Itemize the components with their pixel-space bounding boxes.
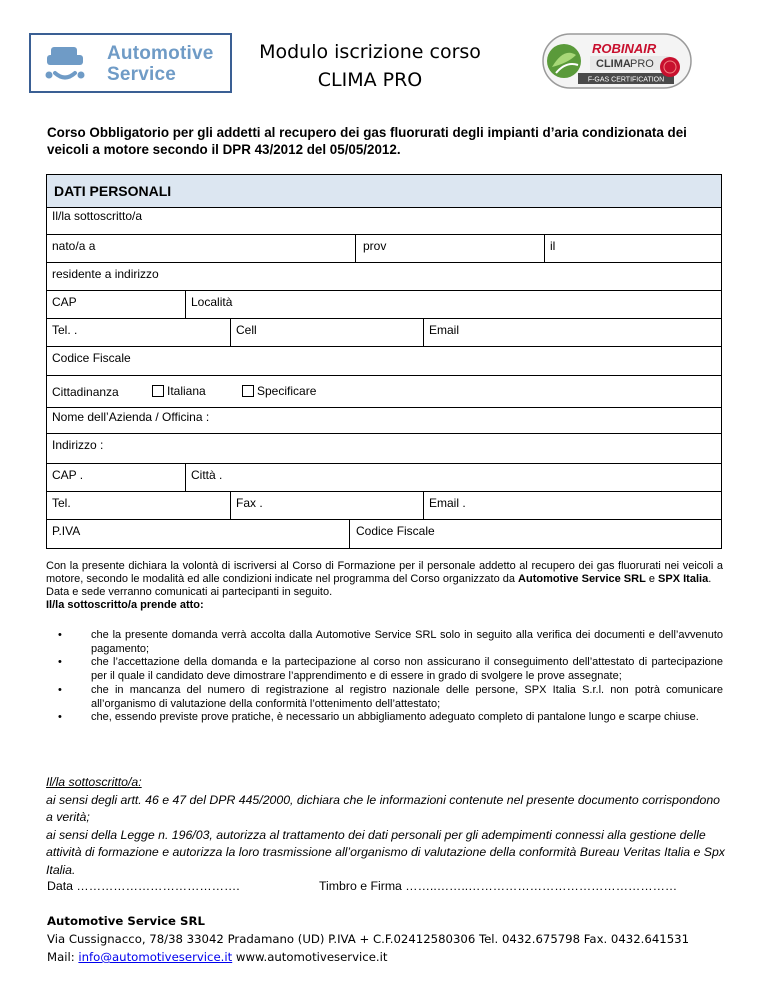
- footer-mail-label: Mail:: [47, 950, 79, 964]
- footer-contacts: [47, 948, 747, 966]
- label-tel: Tel. .: [52, 323, 78, 337]
- bullet-icon: •: [58, 683, 62, 696]
- declaration-acknowledge: [46, 599, 723, 612]
- company-footer: [47, 912, 747, 966]
- bullet-icon: •: [58, 711, 62, 724]
- declaration-text-e: .: [708, 573, 712, 585]
- row-indirizzo[interactable]: [47, 434, 721, 464]
- legal-line1: ai sensi degli artt. 46 e 47 del DPR 445/2000, dichiara che le informazioni contenute nel presente documento corrispondono a verità;: [46, 792, 721, 824]
- label-cittadinanza: Cittadinanza: [52, 385, 119, 399]
- row-azienda[interactable]: [47, 408, 721, 434]
- row-sottoscritto[interactable]: [47, 208, 721, 235]
- title-line2: CLIMA PRO: [317, 69, 423, 91]
- label-sottoscritto: Il/la sottoscritto/a: [52, 209, 143, 223]
- bullet-icon: •: [58, 629, 62, 641]
- label-codice-fiscale2: Codice Fiscale: [349, 520, 721, 548]
- label-email2: Email .: [423, 492, 721, 519]
- product-text-b: PRO: [630, 58, 654, 70]
- document-title: [240, 38, 500, 94]
- footer-company: Automotive Service SRL: [47, 914, 205, 928]
- label-tel2: Tel.: [52, 496, 71, 510]
- legal-statement: [46, 774, 726, 879]
- list-item: [46, 656, 723, 683]
- list-item: [46, 684, 723, 711]
- option-specificare[interactable]: [237, 376, 377, 407]
- label-residente: residente a indirizzo: [52, 267, 159, 281]
- declaration-company: Automotive Service SRL: [518, 573, 646, 585]
- declaration-paragraph: [46, 560, 723, 586]
- bullet-icon: •: [58, 656, 62, 669]
- robinair-climapro-logo: [542, 33, 692, 89]
- list-item-text: che la presente domanda verrà accolta dalla Automotive Service SRL solo in seguito alla verifica dei documenti e dell’avvenuto pagamento;: [91, 629, 723, 655]
- row-tel-fax[interactable]: [47, 492, 721, 520]
- declaration-text-a: Con la presente dichiara la volontà di iscriversi al Corso di Formazione per il personale addetto al recupero dei gas fluorurati nei veicoli a motore, secondo le modalità ed alle condizioni indicate nel programma del Corso organizzato da: [46, 560, 723, 585]
- declaration-text-c: e: [645, 573, 659, 585]
- declaration-text: [46, 560, 723, 612]
- row-cittadinanza: [47, 376, 721, 408]
- declaration-date-note: Data e sede verranno comunicati ai partecipanti in seguito.: [46, 586, 333, 598]
- course-intro: Corso Obbligatorio per gli addetti al recupero dei gas fluorurati degli impianti d’aria condizionata dei veicoli a motore secondo il DPR 43/2012 del 05/05/2012.: [47, 125, 687, 157]
- footer-website[interactable]: www.automotiveservice.it: [235, 950, 388, 964]
- label-prov: prov: [355, 235, 544, 262]
- label-codice-fiscale: Codice Fiscale: [52, 351, 131, 365]
- label-email: Email: [423, 319, 721, 346]
- footer-email-link[interactable]: info@automotiveservice.it: [78, 950, 233, 964]
- footer-address: Via Cussignacco, 78/38 33042 Pradamano (UD) P.IVA + C.F.02412580306 Tel. 0432.675798 Fax. 0432.641531: [47, 932, 690, 946]
- car-face-icon: [45, 45, 85, 83]
- row-codice-fiscale[interactable]: [47, 347, 721, 376]
- label-il: il: [544, 235, 721, 262]
- acknowledgement-list: [46, 629, 723, 725]
- checkbox-specificare[interactable]: [242, 385, 254, 397]
- checkbox-italiana[interactable]: [152, 385, 164, 397]
- personal-data-form: [46, 174, 722, 549]
- row-cap-citta[interactable]: [47, 464, 721, 492]
- label-localita: Località: [185, 291, 721, 318]
- row-tel[interactable]: [47, 319, 721, 347]
- brand-text: ROBINAIR: [592, 41, 657, 56]
- option-italiana[interactable]: [147, 376, 237, 407]
- legal-heading: Il/la sottoscritto/a:: [46, 775, 142, 789]
- list-item: [46, 629, 723, 656]
- form-heading: DATI PERSONALI: [47, 175, 721, 208]
- label-cap: CAP: [52, 295, 77, 309]
- row-piva[interactable]: [47, 520, 721, 548]
- logo-text-line1: Automotive: [107, 43, 214, 64]
- label-nato: nato/a a: [52, 239, 96, 253]
- label-piva: P.IVA: [52, 524, 81, 538]
- automotive-service-logo: [29, 33, 232, 93]
- list-item-text: che, essendo previste prove pratiche, è necessario un abbigliamento adeguato completo di pantalone lungo e scarpe chiuse.: [91, 711, 699, 724]
- label-fax: Fax .: [230, 492, 423, 519]
- logo-text-line2: Service: [107, 64, 177, 85]
- row-nato[interactable]: [47, 235, 721, 263]
- title-line1: Modulo iscrizione corso: [259, 41, 481, 63]
- list-item: [46, 711, 723, 725]
- legal-line2: ai sensi della Legge n. 196/03, autorizza al trattamento dei dati personali per gli adempimenti connessi alla gestione delle attività di formazione e autorizza la loro trasmissione all’organismo di valutazione della conformità Bureau Veritas Italia e Spx Italia.: [46, 827, 725, 877]
- date-field[interactable]: Data ………………………………….: [47, 879, 240, 893]
- label-azienda: Nome dell’Azienda / Officina :: [52, 410, 210, 424]
- declaration-partner: SPX Italia: [658, 573, 709, 585]
- list-item-text: che in mancanza del numero di registrazione al registro nazionale delle persone, SPX Italia S.r.l. non potrà comunicare all’organismo di valutazione della conformità l’ottenimento dell’attestato;: [91, 683, 723, 710]
- tagline-text: F-GAS CERTIFICATION: [587, 76, 665, 84]
- list-item-text: che l’accettazione della domanda e la partecipazione al corso non assicurano il conseguimento dell’attestato di partecipazione per il quale il candidato deve dimostrare l’apprendimento e di essere in grado di svolgere le prove assegnate;: [91, 656, 723, 683]
- signature-field[interactable]: Timbro e Firma ……..……..……………………………………………: [319, 879, 678, 893]
- row-cap[interactable]: [47, 291, 721, 319]
- label-indirizzo: Indirizzo :: [52, 438, 104, 452]
- label-cell: Cell: [230, 319, 423, 346]
- product-text-a: CLIMA: [596, 58, 631, 70]
- declaration-acknowledge-text: Il/la sottoscritto/a prende atto:: [46, 599, 204, 611]
- label-citta: Città .: [185, 464, 721, 491]
- row-residente[interactable]: [47, 263, 721, 291]
- label-cap2: CAP .: [52, 468, 84, 482]
- label-specificare: Specificare: [257, 384, 317, 398]
- label-italiana: Italiana: [167, 384, 206, 398]
